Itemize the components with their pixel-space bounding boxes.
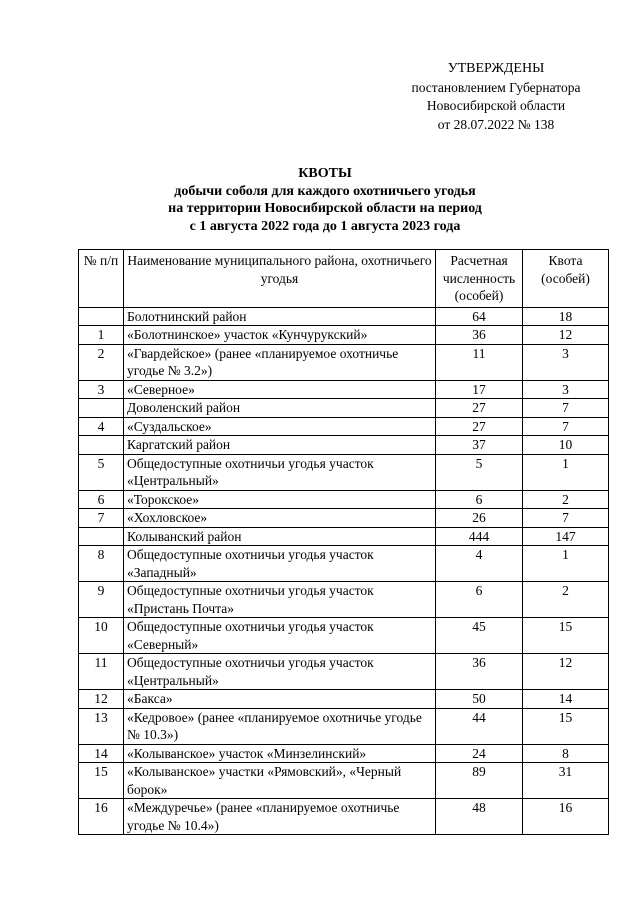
cell-num: 1 — [79, 326, 124, 345]
cell-name: «Колыванское» участок «Минзелинский» — [124, 744, 436, 763]
header-count: Расчетная численность (особей) — [436, 250, 523, 308]
cell-name: «Суздальское» — [124, 417, 436, 436]
cell-count: 27 — [436, 399, 523, 418]
table-row — [79, 454, 609, 490]
cell-name: Каргатский район — [124, 436, 436, 455]
cell-name: Общедоступные охотничьи угодья участок «Центральный» — [124, 654, 436, 690]
cell-quota: 2 — [523, 490, 609, 509]
cell-quota: 16 — [523, 799, 609, 835]
table-row — [79, 490, 609, 509]
table-row — [79, 618, 609, 654]
cell-name: «Хохловское» — [124, 509, 436, 528]
cell-name: Общедоступные охотничьи угодья участок «Пристань Почта» — [124, 582, 436, 618]
table-row — [79, 436, 609, 455]
cell-count: 36 — [436, 654, 523, 690]
table-row — [79, 654, 609, 690]
cell-name: «Междуречье» (ранее «планируемое охотничье угодье № 10.4») — [124, 799, 436, 835]
table-header-row — [79, 250, 609, 308]
cell-count: 37 — [436, 436, 523, 455]
table-row — [79, 708, 609, 744]
cell-quota: 7 — [523, 509, 609, 528]
cell-quota: 2 — [523, 582, 609, 618]
header-num: № п/п — [79, 250, 124, 308]
cell-num: 15 — [79, 763, 124, 799]
approval-line-1: постановлением Губернатора — [411, 79, 581, 95]
cell-num — [79, 399, 124, 418]
cell-num: 4 — [79, 417, 124, 436]
cell-num: 14 — [79, 744, 124, 763]
cell-quota: 10 — [523, 436, 609, 455]
cell-count: 6 — [436, 490, 523, 509]
cell-num: 7 — [79, 509, 124, 528]
cell-count: 36 — [436, 326, 523, 345]
cell-count: 17 — [436, 380, 523, 399]
cell-quota: 7 — [523, 399, 609, 418]
cell-name: Болотнинский район — [124, 307, 436, 326]
cell-num: 11 — [79, 654, 124, 690]
header-name: Наименование муниципального района, охотничьего угодья — [124, 250, 436, 308]
cell-num: 9 — [79, 582, 124, 618]
cell-count: 4 — [436, 546, 523, 582]
table-row — [79, 527, 609, 546]
table-row — [79, 326, 609, 345]
cell-name: Общедоступные охотничьи угодья участок «Западный» — [124, 546, 436, 582]
table-row — [79, 690, 609, 709]
cell-count: 50 — [436, 690, 523, 709]
table-body — [79, 307, 609, 835]
cell-quota: 1 — [523, 454, 609, 490]
cell-name: «Северное» — [124, 380, 436, 399]
cell-quota: 18 — [523, 307, 609, 326]
cell-quota: 31 — [523, 763, 609, 799]
cell-name: «Болотнинское» участок «Кунчурукский» — [124, 326, 436, 345]
cell-count: 24 — [436, 744, 523, 763]
cell-num: 3 — [79, 380, 124, 399]
cell-quota: 8 — [523, 744, 609, 763]
cell-count: 444 — [436, 527, 523, 546]
cell-num — [79, 436, 124, 455]
cell-num — [79, 527, 124, 546]
cell-count: 48 — [436, 799, 523, 835]
cell-name: «Гвардейское» (ранее «планируемое охотничье угодье № 3.2») — [124, 344, 436, 380]
document-title — [90, 165, 560, 235]
cell-quota: 3 — [523, 344, 609, 380]
table-row — [79, 799, 609, 835]
cell-num — [79, 307, 124, 326]
cell-quota: 3 — [523, 380, 609, 399]
header-quota: Квота (особей) — [523, 250, 609, 308]
table-row — [79, 744, 609, 763]
cell-quota: 1 — [523, 546, 609, 582]
cell-name: Общедоступные охотничьи угодья участок «Северный» — [124, 618, 436, 654]
cell-num: 13 — [79, 708, 124, 744]
cell-count: 5 — [436, 454, 523, 490]
approval-line-3: от 28.07.2022 № 138 — [437, 116, 555, 132]
cell-name: Доволенский район — [124, 399, 436, 418]
table-row — [79, 582, 609, 618]
table-row — [79, 509, 609, 528]
cell-count: 89 — [436, 763, 523, 799]
table-row — [79, 380, 609, 399]
cell-count: 45 — [436, 618, 523, 654]
cell-num: 12 — [79, 690, 124, 709]
cell-quota: 14 — [523, 690, 609, 709]
cell-name: Колыванский район — [124, 527, 436, 546]
cell-num: 8 — [79, 546, 124, 582]
cell-quota: 7 — [523, 417, 609, 436]
cell-quota: 15 — [523, 618, 609, 654]
cell-num: 2 — [79, 344, 124, 380]
document-title-line-4: с 1 августа 2022 года до 1 августа 2023 года — [189, 218, 461, 234]
document-title-line-3: на территории Новосибирской области на период — [168, 201, 482, 216]
cell-num: 10 — [79, 618, 124, 654]
cell-quota: 12 — [523, 326, 609, 345]
table-row — [79, 546, 609, 582]
cell-count: 64 — [436, 307, 523, 326]
approval-stamp — [380, 60, 612, 134]
cell-name: «Бакса» — [124, 690, 436, 709]
cell-count: 44 — [436, 708, 523, 744]
cell-quota: 147 — [523, 527, 609, 546]
cell-name: «Колыванское» участки «Рямовский», «Черный борок» — [124, 763, 436, 799]
cell-quota: 12 — [523, 654, 609, 690]
cell-count: 11 — [436, 344, 523, 380]
cell-name: «Кедровое» (ранее «планируемое охотничье угодье № 10.3») — [124, 708, 436, 744]
table-row — [79, 399, 609, 418]
table-row — [79, 307, 609, 326]
cell-count: 6 — [436, 582, 523, 618]
approval-title: УТВЕРЖДЕНЫ — [447, 61, 545, 76]
cell-count: 27 — [436, 417, 523, 436]
cell-num: 5 — [79, 454, 124, 490]
document-title-line-1: КВОТЫ — [298, 166, 352, 181]
approval-line-2: Новосибирской области — [426, 98, 566, 113]
document-title-line-2: добычи соболя для каждого охотничьего угодья — [174, 183, 476, 199]
cell-num: 6 — [79, 490, 124, 509]
table-row — [79, 763, 609, 799]
cell-num: 16 — [79, 799, 124, 835]
table-row — [79, 417, 609, 436]
cell-quota: 15 — [523, 708, 609, 744]
quota-table — [78, 249, 609, 835]
table-row — [79, 344, 609, 380]
cell-name: «Торокское» — [124, 490, 436, 509]
cell-name: Общедоступные охотничьи угодья участок «Центральный» — [124, 454, 436, 490]
cell-count: 26 — [436, 509, 523, 528]
